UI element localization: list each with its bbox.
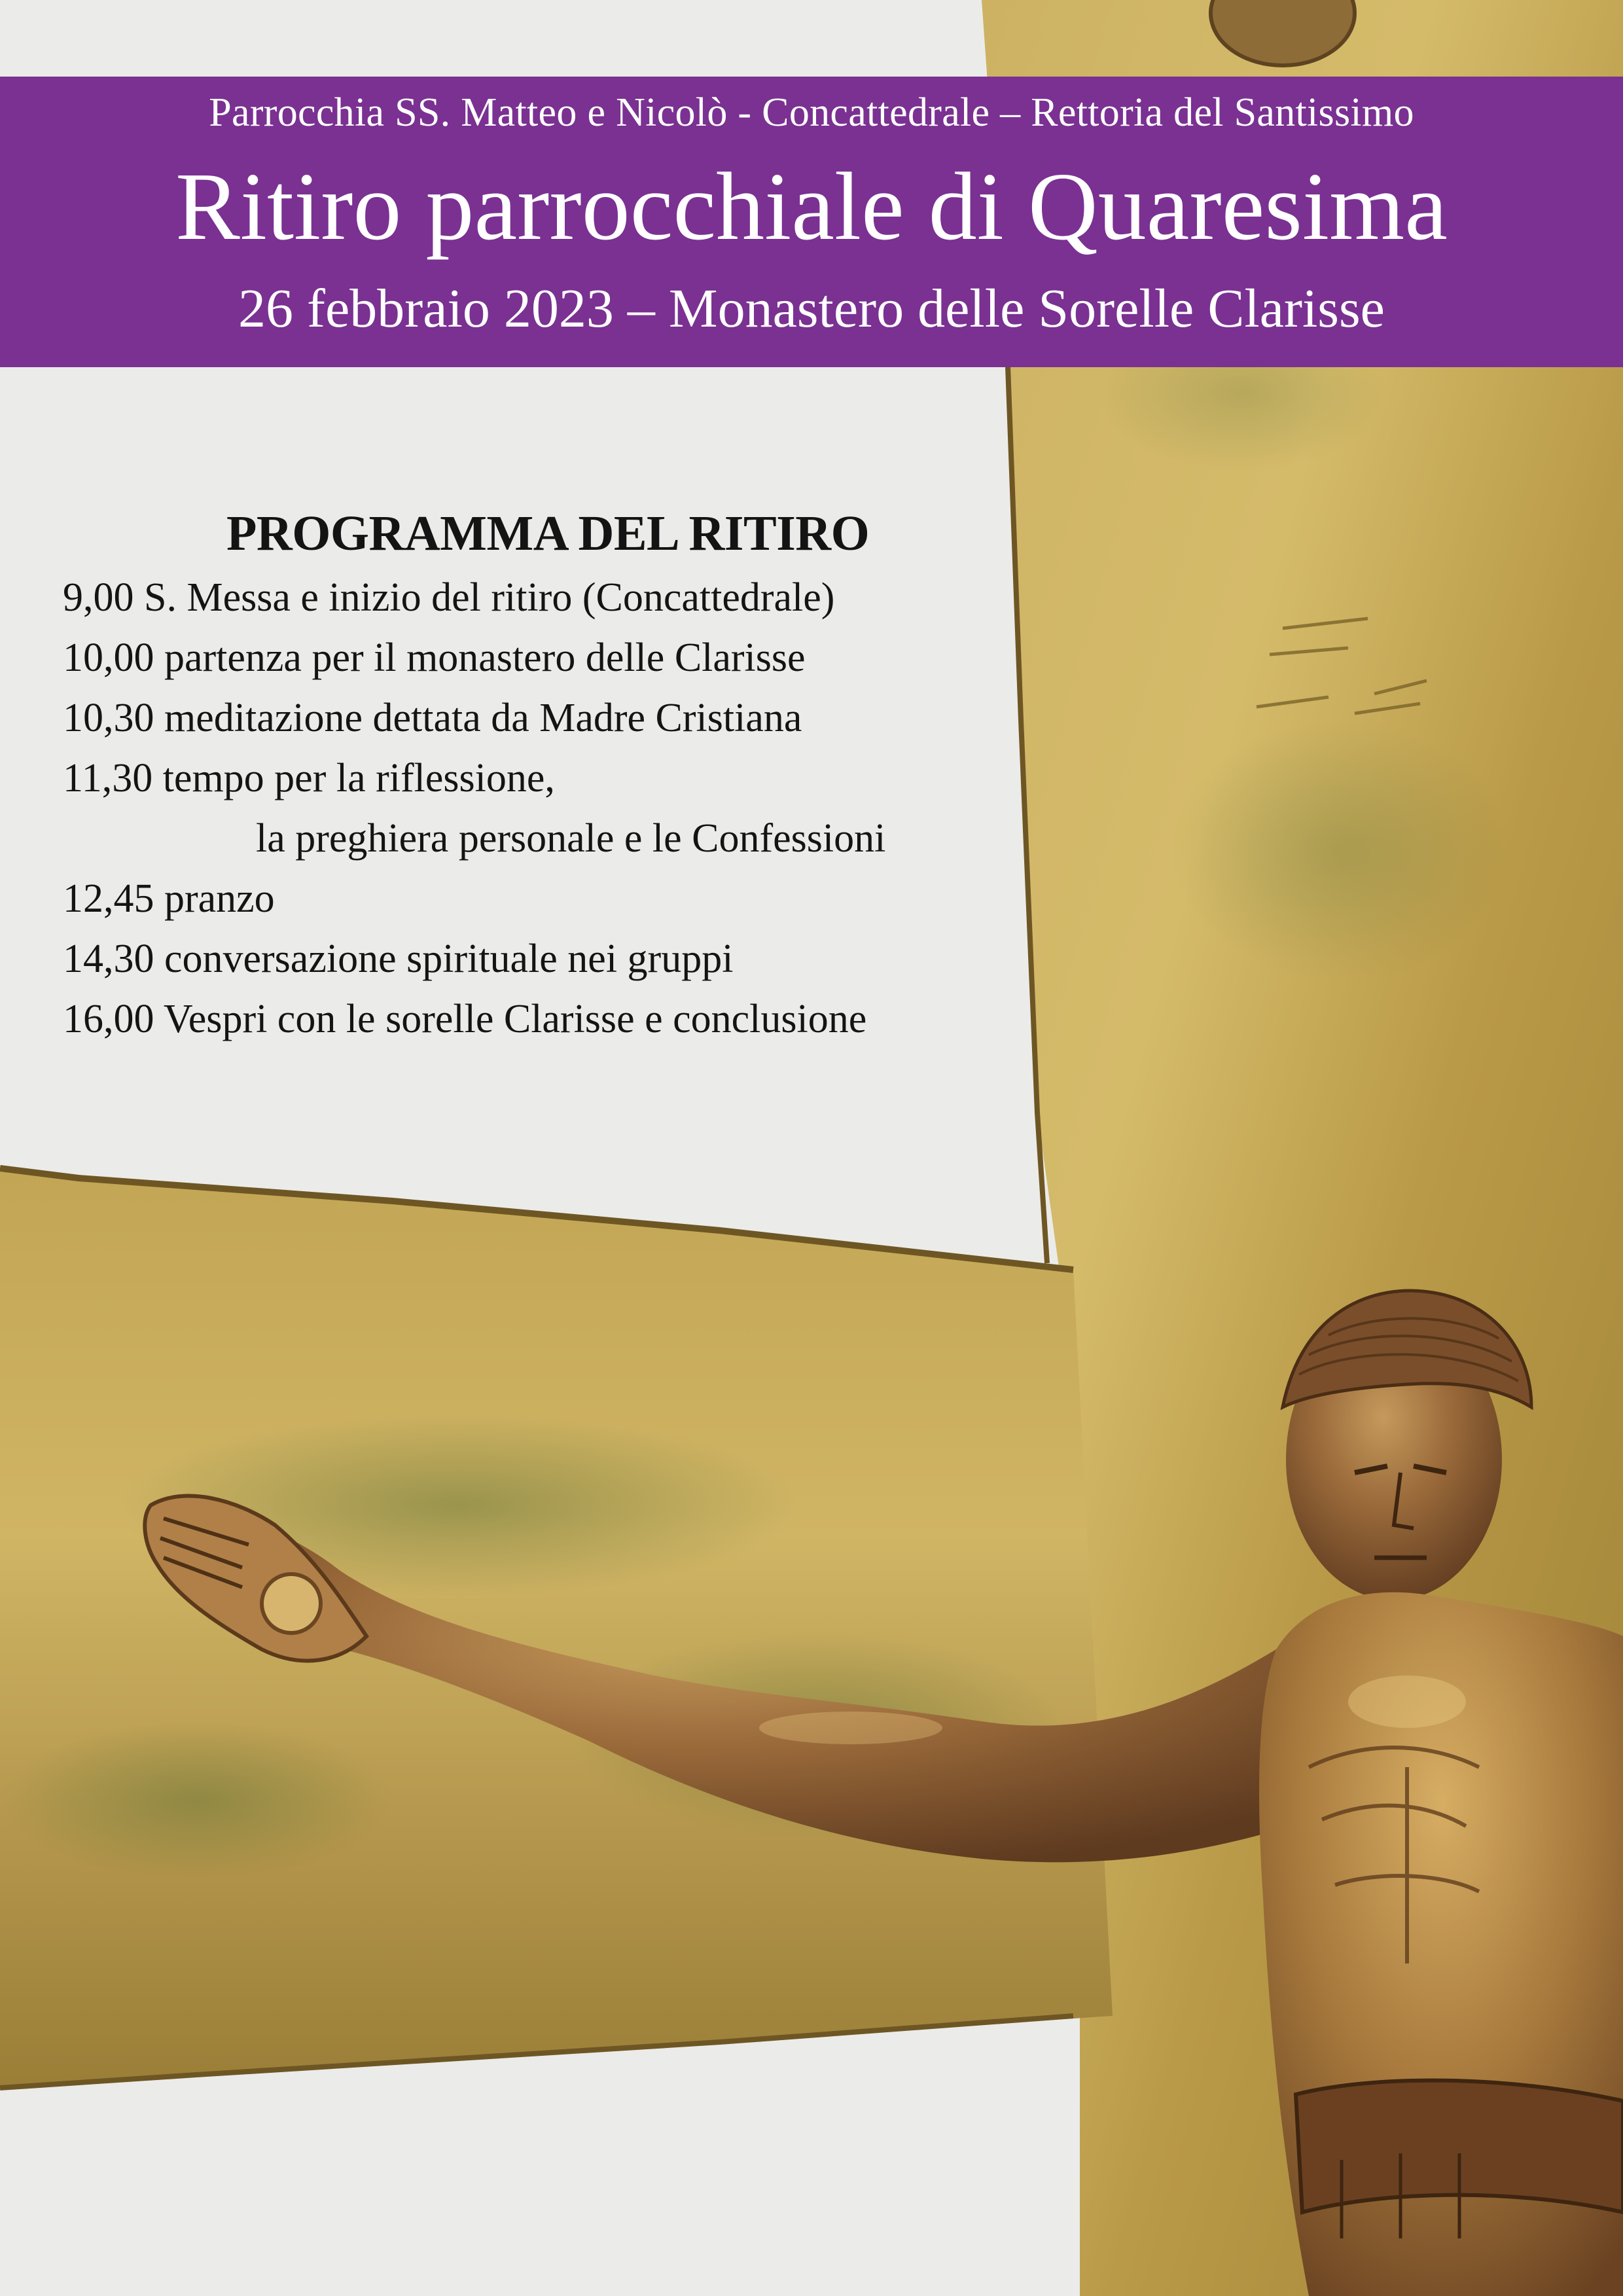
program-activity: Vespri con le sorelle Clarisse e conclusione — [163, 997, 867, 1041]
program-item — [63, 869, 1084, 929]
program-activity-continuation: la preghiera personale e le Confessioni — [256, 816, 886, 861]
program-activity: partenza per il monastero delle Clarisse — [164, 636, 806, 680]
program-item — [63, 929, 1084, 989]
program-time: 12,45 — [63, 876, 154, 921]
program-time: 14,30 — [63, 937, 154, 981]
event-title: Ritiro parrocchiale di Quaresima — [175, 153, 1448, 260]
program-section — [63, 501, 1084, 1049]
header-band — [0, 77, 1623, 367]
program-time: 11,30 — [63, 756, 153, 800]
program-item — [63, 688, 1084, 748]
program-time: 9,00 — [63, 575, 134, 620]
program-activity: meditazione dettata da Madre Cristiana — [164, 696, 802, 740]
event-date-location: 26 febbraio 2023 – Monastero delle Sorelle Clarisse — [238, 278, 1385, 339]
program-item — [63, 748, 1084, 869]
program-activity: S. Messa e inizio del ritiro (Concattedrale) — [144, 575, 835, 620]
program-time: 16,00 — [63, 997, 154, 1041]
program-heading: PROGRAMMA DEL RITIRO — [226, 506, 870, 561]
program-time: 10,00 — [63, 636, 154, 680]
program-activity: pranzo — [164, 876, 275, 921]
program-item — [63, 628, 1084, 688]
program-item — [63, 567, 1084, 628]
program-time: 10,30 — [63, 696, 154, 740]
parish-name: Parrocchia SS. Matteo e Nicolò - Concattedrale – Rettoria del Santissimo — [209, 90, 1414, 135]
program-activity: tempo per la riflessione, — [162, 756, 555, 800]
program-item — [63, 989, 1084, 1049]
program-activity: conversazione spirituale nei gruppi — [164, 937, 734, 981]
